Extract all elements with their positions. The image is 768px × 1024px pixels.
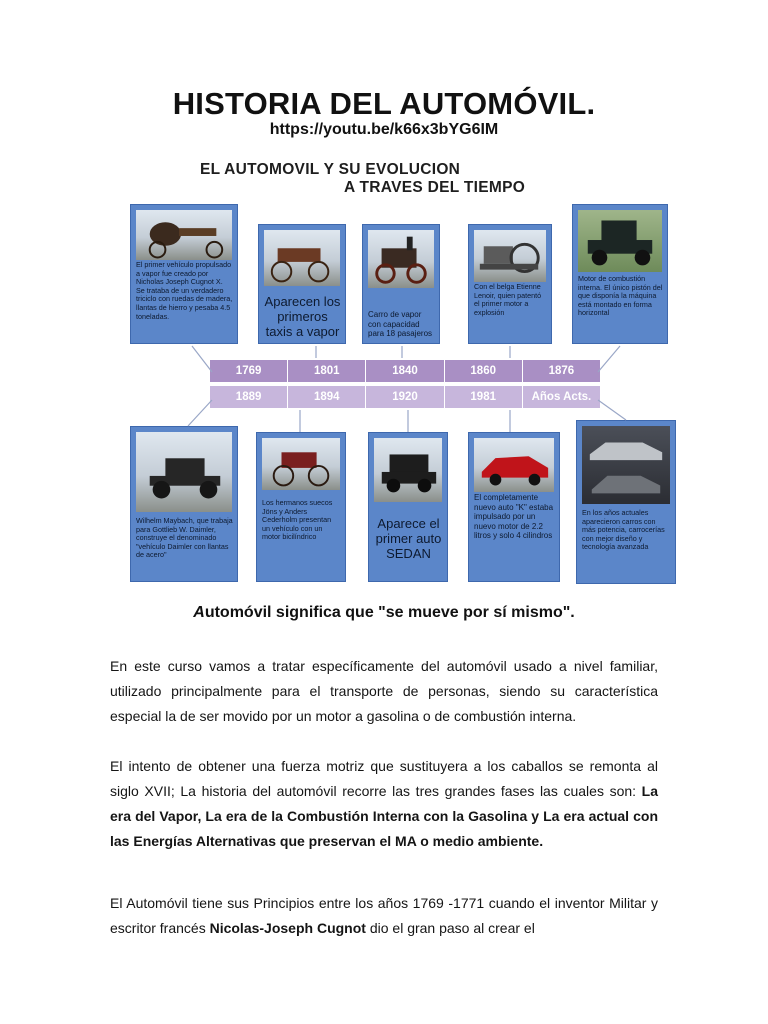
card-1769-text: El primer vehículo propulsado a vapor fue creado por Nicholas Joseph Cugnot X. Se trataba de un verdadero triciclo con ruedas de madera, llantas de hierro y pesaba 4.5 toneladas.: [136, 260, 233, 321]
card-1801-text: Aparecen los primeros taxis a vapor: [264, 294, 341, 339]
steam-tricycle-photo: [136, 210, 232, 260]
page-title: HISTORIA DEL AUTOMÓVIL.: [172, 86, 596, 121]
steam-carriage-photo: [368, 230, 434, 288]
card-1876-text: Motor de combustión interna. El único pistón del que disponía la máquina está montado en forma horizontal: [578, 274, 663, 318]
video-link[interactable]: https://youtu.be/k66x3bYG6IM: [269, 121, 499, 138]
paragraph-3-end: dio el gran paso al crear el: [365, 920, 535, 936]
card-1876: [572, 204, 668, 344]
card-1920-text: Aparece el primer auto SEDAN: [375, 516, 442, 561]
card-1840: [362, 224, 440, 344]
card-1860: [468, 224, 552, 344]
vintage-car-photo: [578, 210, 662, 272]
card-1840-text: Carro de vapor con capacidad para 18 pasajeros: [368, 310, 433, 339]
red-sports-car-photo: [474, 438, 554, 492]
sedan-photo: [374, 438, 442, 502]
lenoir-engine-photo: [474, 230, 546, 282]
infographic-heading-line2: A TRAVES DEL TIEMPO: [344, 179, 526, 196]
timeline-year: Años Acts.: [531, 391, 592, 403]
card-1981: [468, 432, 560, 582]
card-1889-text: Wilhelm Maybach, que trabaja para Gottlieb W. Daimler, construye el denominado "vehículo Daimler con llantas de acero": [136, 516, 233, 560]
paragraph-2-bold: La era del Vapor, La era de la Combustión Interna con la Gasolina y La era actual con las Energías Alternativas que preservan el MA o medio ambiente.: [110, 783, 658, 849]
paragraph-3-start: El Automóvil tiene sus Principios entre los años 1769 -1771 cuando el inventor Militar y escritor francés: [110, 895, 658, 936]
paragraph-3: [110, 891, 658, 941]
card-1889: [130, 426, 238, 582]
paragraph-2: [110, 754, 658, 854]
timeline-year: 1981: [445, 386, 523, 408]
infographic-heading-line1: EL AUTOMOVIL Y SU EVOLUCION: [200, 161, 461, 178]
card-1860-text: Con el belga Etienne Lenoir, quien patentó el primer motor a explosión: [474, 282, 542, 317]
timeline-year: 1860: [445, 360, 523, 382]
card-1769: [130, 204, 238, 344]
timeline-year: 1769: [210, 360, 288, 382]
card-1981-text: El completamente nuevo auto "K" estaba impulsado por un nuevo motor de 2.2 litros y solo 4 cilindros: [474, 493, 554, 540]
evolution-infographic: [122, 150, 682, 590]
timeline-year: 1889: [210, 386, 288, 408]
paragraph-2-intro: El intento de obtener una fuerza motriz que sustituyera a los caballos se remonta al siglo XVII; La historia del automóvil recorre las tres grandes fases las cuales son:: [110, 758, 658, 799]
card-1894-text: Los hermanos suecos Jöns y Anders Cederholm presentan un vehículo con un motor bicilíndrico: [262, 498, 333, 542]
timeline-year: 1894: [288, 386, 366, 408]
card-1894: [256, 432, 346, 582]
timeline-year: 1840: [366, 360, 444, 382]
card-current: [576, 420, 676, 584]
modern-cars-photo: [582, 426, 670, 504]
timeline-bottom-row: [210, 386, 600, 408]
maybach-car-photo: [136, 432, 232, 512]
cugnot-name: Nicolas-Joseph Cugnot: [209, 920, 366, 936]
early-carriage-photo: [264, 230, 340, 286]
timeline-year: 1876: [548, 365, 575, 377]
card-current-text: En los años actuales aparecieron carros con más potencia, carrocerías con mejor diseño y tecnología avanzada: [582, 508, 665, 552]
subtitle-first-letter: A: [193, 604, 205, 621]
card-1801: [258, 224, 346, 344]
subtitle: [0, 604, 768, 622]
card-1920: [368, 432, 448, 582]
timeline-top-row: [210, 360, 600, 382]
subtitle-rest: utomóvil significa que "se mueve por sí mismo".: [204, 604, 575, 621]
paragraph-1: En este curso vamos a tratar específicamente del automóvil usado a nivel familiar, utilizado principalmente para el transporte de personas, siendo su característica especial la de ser movido por un motor a gasolina o de combustión interna.: [110, 658, 658, 724]
timeline-year: 1801: [288, 360, 366, 382]
timeline-year: 1920: [366, 386, 444, 408]
red-carriage-photo: [262, 438, 340, 490]
